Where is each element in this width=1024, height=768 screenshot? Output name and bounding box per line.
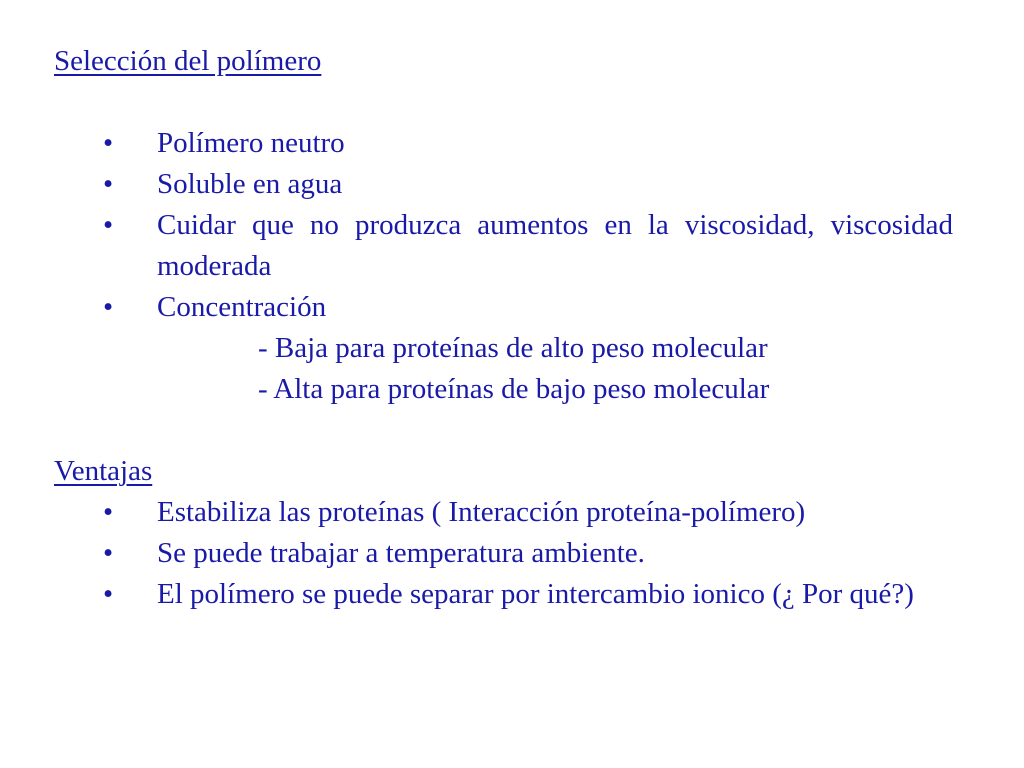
section-heading-advantages: Ventajas [54, 455, 153, 487]
list-item-text: Soluble en agua [157, 168, 343, 200]
bullet-icon: • [103, 127, 114, 159]
bullet-icon: • [103, 291, 114, 323]
bullet-icon: • [103, 209, 114, 241]
list-item-text: El polímero se puede separar por intercambio ionico (¿ Por qué?) [157, 578, 914, 610]
list-item-text: Se puede trabajar a temperatura ambiente. [157, 537, 645, 569]
section-heading-polymer-selection: Selección del polímero [54, 45, 322, 77]
bullet-icon: • [103, 578, 114, 610]
list-item-text: Estabiliza las proteínas ( Interacción proteína-polímero) [157, 496, 806, 528]
bullet-icon: • [103, 168, 114, 200]
list-item-text: Polímero neutro [157, 127, 345, 159]
list-item-text: Concentración [157, 291, 327, 323]
sub-list-item: - Baja para proteínas de alto peso molecular [258, 332, 768, 364]
bullet-icon: • [103, 537, 114, 569]
bullet-icon: • [103, 496, 114, 528]
sub-list-item: - Alta para proteínas de bajo peso molecular [258, 373, 770, 405]
list-item-text: Cuidar que no produzca aumentos en la viscosidad, viscosidad moderada [157, 209, 953, 282]
